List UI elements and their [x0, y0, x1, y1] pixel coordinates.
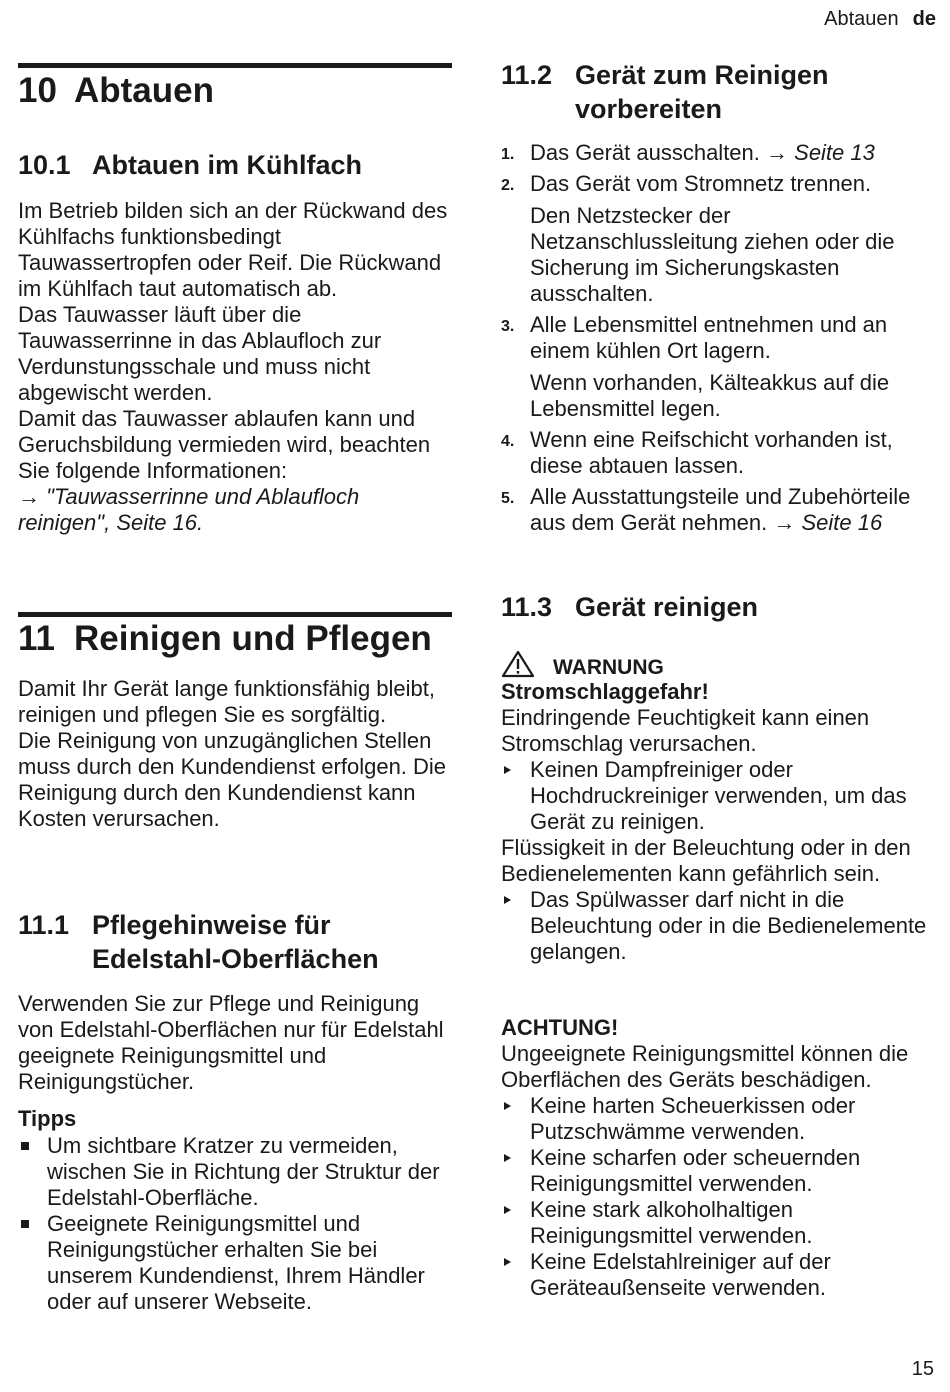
paragraph: Das Tauwasser läuft über die Tauwasserrinne in das Ablaufloch zur Verdunstungsschale und muss nicht abgewischt werden.: [18, 302, 382, 405]
warning-body: [501, 679, 936, 965]
warning-label: WARNUNG: [553, 656, 664, 679]
paragraph: Die Reinigung von unzugänglichen Stellen muss durch den Kundendienst erfolgen. Die Reinigung durch den Kundendienst kann Kosten verursachen.: [18, 728, 447, 831]
section-10-heading: 10 Abtauen: [18, 71, 214, 110]
list-item: Keine scharfen oder scheuernden Reinigungsmittel verwenden.: [501, 1145, 936, 1197]
paragraph: Ungeeignete Reinigungsmittel können die Oberflächen des Geräts beschädigen.: [501, 1041, 909, 1092]
paragraph: Im Betrieb bilden sich an der Rückwand des Kühlfachs funktionsbedingt Tauwassertropfen oder Reif. Die Rückwand im Kühlfach taut automatisch ab.: [18, 198, 448, 301]
page-header: [824, 8, 936, 31]
caution-block: [501, 1015, 936, 1301]
caution-label: ACHTUNG!: [501, 1015, 619, 1040]
triangle-bullet-icon: [504, 1258, 511, 1266]
warning-triangle-icon: [501, 650, 535, 678]
action-list: [501, 1093, 936, 1301]
paragraph: Eindringende Feuchtigkeit kann einen Stromschlag verursachen.: [501, 705, 870, 756]
page-number: 15: [911, 1358, 934, 1380]
action-list: [501, 757, 936, 835]
tips-label: Tipps: [18, 1106, 77, 1131]
cross-reference-link[interactable]: → Seite 13: [766, 140, 875, 165]
warning-header: [501, 650, 936, 681]
section-11-heading: 11 Reinigen und Pflegen: [18, 619, 432, 658]
section-11-1-body: Verwenden Sie zur Pflege und Reinigung von Edelstahl-Oberflächen nur für Edelstahl geeignete Reinigungsmittel und Reinigungstücher.: [18, 991, 444, 1094]
triangle-bullet-icon: [504, 1102, 511, 1110]
action-list: [501, 887, 936, 965]
square-bullet-icon: [21, 1220, 29, 1228]
triangle-bullet-icon: [504, 896, 511, 904]
list-item: 1. Das Gerät ausschalten. → Seite 13: [501, 140, 875, 165]
triangle-bullet-icon: [504, 1206, 511, 1214]
cross-reference-link[interactable]: → "Tauwasserrinne und Ablaufloch reinigen", Seite 16.: [18, 484, 360, 535]
list-item: Keine stark alkoholhaltigen Reinigungsmittel verwenden.: [501, 1197, 936, 1249]
section-11-3-heading: 11.3 Gerät reinigen: [501, 592, 759, 622]
list-item: Das Spülwasser darf nicht in die Beleuchtung oder in die Bedienelemente gelangen.: [501, 887, 936, 965]
list-item: Um sichtbare Kratzer zu vermeiden, wischen Sie in Richtung der Struktur der Edelstahl-Oberfläche.: [18, 1133, 452, 1211]
section-rule: [18, 63, 452, 68]
section-rule: [18, 612, 452, 617]
list-item: Keinen Dampfreiniger oder Hochdruckreiniger verwenden, um das Gerät zu reinigen.: [501, 757, 936, 835]
list-item: 4. Wenn eine Reifschicht vorhanden ist, diese abtauen lassen.: [501, 427, 893, 478]
list-item: Geeignete Reinigungsmittel und Reinigungstücher erhalten Sie bei unserem Kundendienst, Ihrem Händler oder auf unserer Webseite.: [18, 1211, 452, 1315]
list-item: 3. Alle Lebensmittel entnehmen und an einem kühlen Ort lagern. Wenn vorhanden, Kälteakkus auf die Lebensmittel legen.: [501, 312, 890, 421]
section-10-1-heading: 10.1 Abtauen im Kühlfach: [18, 150, 363, 180]
paragraph: Damit das Tauwasser ablaufen kann und Geruchsbildung vermieden wird, beachten Sie folgende Informationen:: [18, 406, 431, 483]
paragraph: Damit Ihr Gerät lange funktionsfähig bleibt, reinigen und pflegen Sie es sorgfältig.: [18, 676, 436, 727]
list-item: Keine harten Scheuerkissen oder Putzschwämme verwenden.: [501, 1093, 936, 1145]
list-item: 5. Alle Ausstattungsteile und Zubehörteile aus dem Gerät nehmen. → Seite 16: [501, 484, 911, 535]
list-item: Keine Edelstahlreiniger auf der Geräteaußenseite verwenden.: [501, 1249, 936, 1301]
warning-title: Stromschlaggefahr!: [501, 679, 709, 704]
triangle-bullet-icon: [504, 1154, 511, 1162]
square-bullet-icon: [21, 1142, 29, 1150]
paragraph: Flüssigkeit in der Beleuchtung oder in den Bedienelementen kann gefährlich sein.: [501, 835, 911, 886]
section-10-1-body: [18, 198, 452, 536]
header-language: de: [912, 8, 936, 30]
list-item: 2. Das Gerät vom Stromnetz trennen. Den Netzstecker der Netzanschlussleitung ziehen oder die Sicherung im Sicherungskasten ausschalten.: [501, 171, 895, 306]
steps-list: [501, 140, 936, 536]
section-11-2-heading: 11.2 Gerät zum Reinigen vorbereiten: [501, 60, 829, 124]
section-11-1-heading: 11.1 Pflegehinweise für Edelstahl-Oberflächen: [18, 910, 379, 974]
cross-reference-link[interactable]: → Seite 16: [773, 510, 883, 535]
header-section: Abtauen: [824, 8, 899, 30]
tips-list: [18, 1133, 452, 1315]
section-11-body: [18, 676, 452, 832]
triangle-bullet-icon: [504, 766, 511, 774]
